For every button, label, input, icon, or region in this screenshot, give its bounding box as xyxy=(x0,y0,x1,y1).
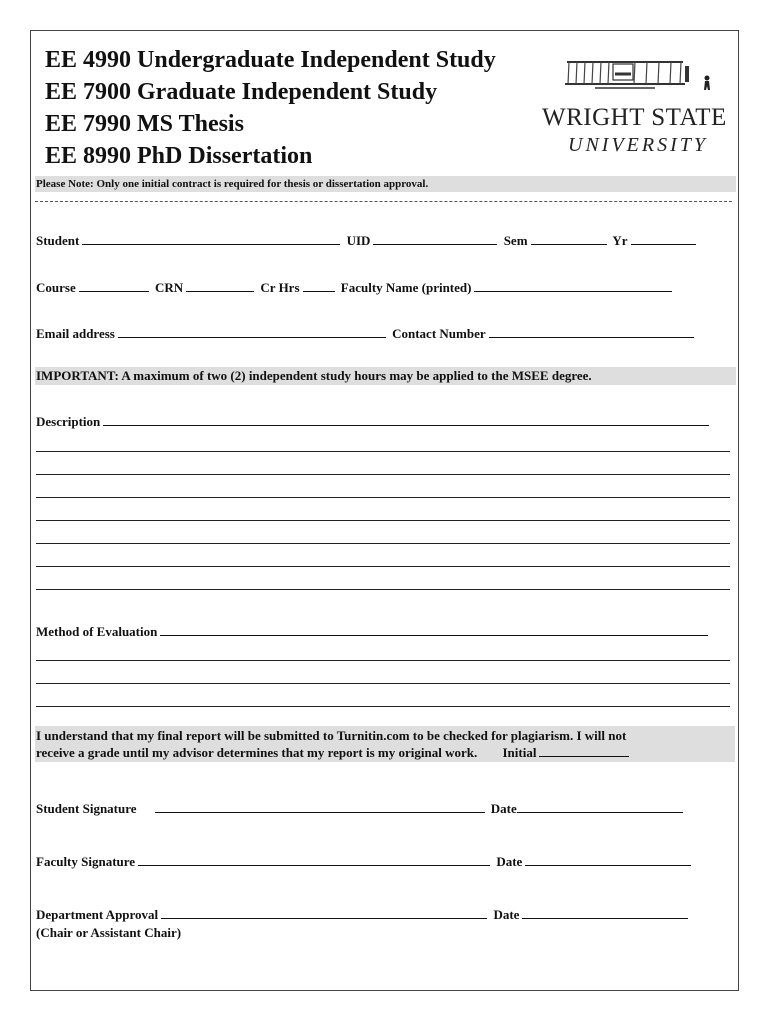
sem-field[interactable] xyxy=(531,232,607,245)
plagiarism-line-1: I understand that my final report will be submitted to Turnitin.com to be checked for plagiarism. I will not xyxy=(36,728,627,743)
course-field[interactable] xyxy=(79,279,149,292)
description-line[interactable] xyxy=(36,497,730,498)
contact-field[interactable] xyxy=(489,325,694,338)
faculty-name-label: Faculty Name (printed) xyxy=(340,280,472,295)
faculty-signature-row xyxy=(36,853,694,870)
student-field[interactable] xyxy=(82,232,340,245)
uid-field[interactable] xyxy=(373,232,497,245)
university-logo-sub: UNIVERSITY xyxy=(568,134,708,156)
sem-label: Sem xyxy=(503,233,528,248)
description-line[interactable] xyxy=(36,543,730,544)
course-title-1: EE 4990 Undergraduate Independent Study xyxy=(45,47,496,73)
plagiarism-statement xyxy=(35,726,735,762)
note-banner: Please Note: Only one initial contract is required for thesis or dissertation approval. xyxy=(35,176,736,192)
faculty-date-label: Date xyxy=(496,854,523,869)
contact-info-row xyxy=(36,325,697,342)
uid-label: UID xyxy=(346,233,371,248)
email-label: Email address xyxy=(36,326,115,341)
method-line[interactable] xyxy=(36,683,730,684)
method-label: Method of Evaluation xyxy=(36,624,158,639)
description-row xyxy=(36,413,712,430)
university-logo-name: WRIGHT STATE xyxy=(542,104,727,131)
description-line[interactable] xyxy=(36,451,730,452)
student-info-row xyxy=(36,232,699,249)
faculty-name-field[interactable] xyxy=(474,279,672,292)
department-date-field[interactable] xyxy=(522,906,688,919)
title-block xyxy=(45,44,496,172)
department-approval-label: Department Approval xyxy=(36,907,159,922)
faculty-signature-label: Faculty Signature xyxy=(36,854,136,869)
description-label: Description xyxy=(36,414,101,429)
department-date-label: Date xyxy=(493,907,520,922)
description-line[interactable] xyxy=(36,520,730,521)
yr-label: Yr xyxy=(612,233,628,248)
initial-label: Initial xyxy=(502,745,537,760)
description-line[interactable] xyxy=(36,566,730,567)
student-signature-label: Student Signature xyxy=(36,801,137,816)
department-approval-sub: (Chair or Assistant Chair) xyxy=(36,925,182,940)
faculty-signature-field[interactable] xyxy=(138,853,490,866)
method-line[interactable] xyxy=(36,660,730,661)
plagiarism-line-2: receive a grade until my advisor determines that my report is my original work. Initial xyxy=(36,744,735,761)
course-title-3: EE 7990 MS Thesis xyxy=(45,111,244,137)
important-banner: IMPORTANT: A maximum of two (2) independent study hours may be applied to the MSEE degree. xyxy=(35,367,736,385)
cr-hrs-label: Cr Hrs xyxy=(260,280,300,295)
contact-label: Contact Number xyxy=(392,326,486,341)
student-signature-field[interactable] xyxy=(155,800,485,813)
method-row xyxy=(36,623,711,640)
description-field[interactable] xyxy=(103,413,709,426)
form-border xyxy=(30,30,739,991)
course-label: Course xyxy=(36,280,76,295)
course-title-4: EE 8990 PhD Dissertation xyxy=(45,143,313,169)
student-signature-row xyxy=(36,800,686,817)
method-line[interactable] xyxy=(36,706,730,707)
course-info-row xyxy=(36,279,675,296)
crn-label: CRN xyxy=(154,280,184,295)
email-field[interactable] xyxy=(118,325,386,338)
student-label: Student xyxy=(36,233,80,248)
cr-hrs-field[interactable] xyxy=(303,279,335,292)
yr-field[interactable] xyxy=(631,232,696,245)
student-date-label: Date xyxy=(490,801,517,816)
initial-field[interactable] xyxy=(539,744,629,757)
method-field[interactable] xyxy=(160,623,708,636)
student-date-field[interactable] xyxy=(517,800,683,813)
crn-field[interactable] xyxy=(186,279,254,292)
course-title-2: EE 7900 Graduate Independent Study xyxy=(45,79,438,105)
faculty-date-field[interactable] xyxy=(525,853,691,866)
divider xyxy=(35,201,732,202)
description-line[interactable] xyxy=(36,589,730,590)
department-signature-field[interactable] xyxy=(161,906,487,919)
department-approval-row xyxy=(36,906,691,923)
description-line[interactable] xyxy=(36,474,730,475)
